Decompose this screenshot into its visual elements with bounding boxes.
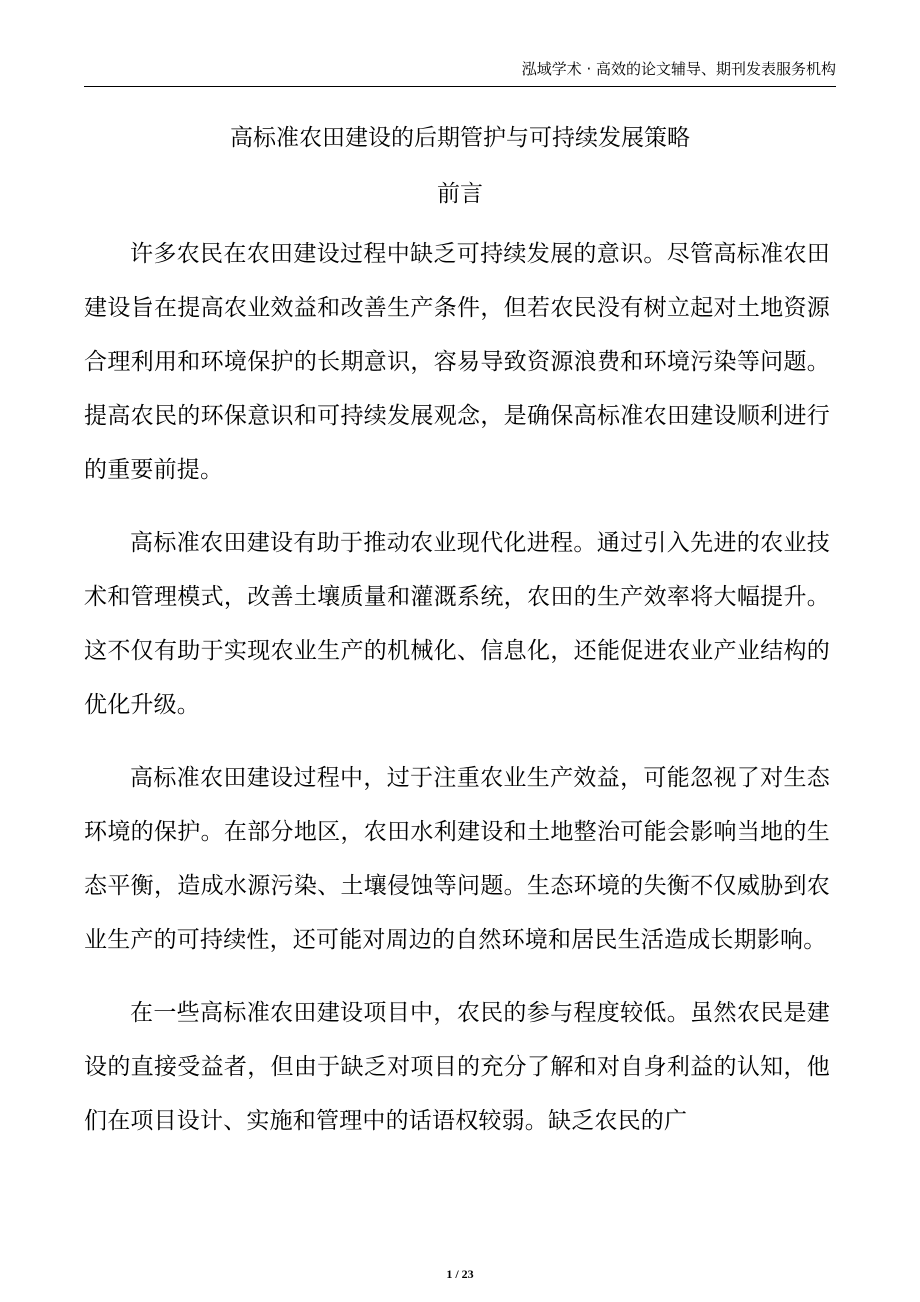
running-header: 泓域学术 · 高效的论文辅导、期刊发表服务机构	[521, 60, 836, 78]
header-divider	[84, 86, 836, 87]
paragraph: 许多农民在农田建设过程中缺乏可持续发展的意识。尽管高标准农田建设旨在提高农业效益和改善生产条件，但若农民没有树立起对土地资源合理利用和环境保护的长期意识，容易导致资源浪费和环境污染等问题。提高农民的环保意识和可持续发展观念，是确保高标准农田建设顺利进行的重要前提。	[84, 241, 830, 483]
section-heading: 前言	[437, 181, 483, 207]
paragraph: 在一些高标准农田建设项目中，农民的参与程度较低。虽然农民是建设的直接受益者，但由于缺乏对项目的充分了解和对自身利益的认知，他们在项目设计、实施和管理中的话语权较弱。缺乏农民的广	[84, 1000, 830, 1134]
page-number: 1 / 23	[446, 1267, 474, 1281]
paragraph: 高标准农田建设有助于推动农业现代化进程。通过引入先进的农业技术和管理模式，改善土壤质量和灌溉系统，农田的生产效率将大幅提升。这不仅有助于实现农业生产的机械化、信息化，还能促进农业产业结构的优化升级。	[84, 530, 830, 718]
document-title: 高标准农田建设的后期管护与可持续发展策略	[230, 125, 690, 151]
body-text	[84, 227, 830, 1167]
paragraph: 高标准农田建设过程中，过于注重农业生产效益，可能忽视了对生态环境的保护。在部分地区，农田水利建设和土地整治可能会影响当地的生态平衡，造成水源污染、土壤侵蚀等问题。生态环境的失衡不仅威胁到农业生产的可持续性，还可能对周边的自然环境和居民生活造成长期影响。	[84, 765, 830, 953]
